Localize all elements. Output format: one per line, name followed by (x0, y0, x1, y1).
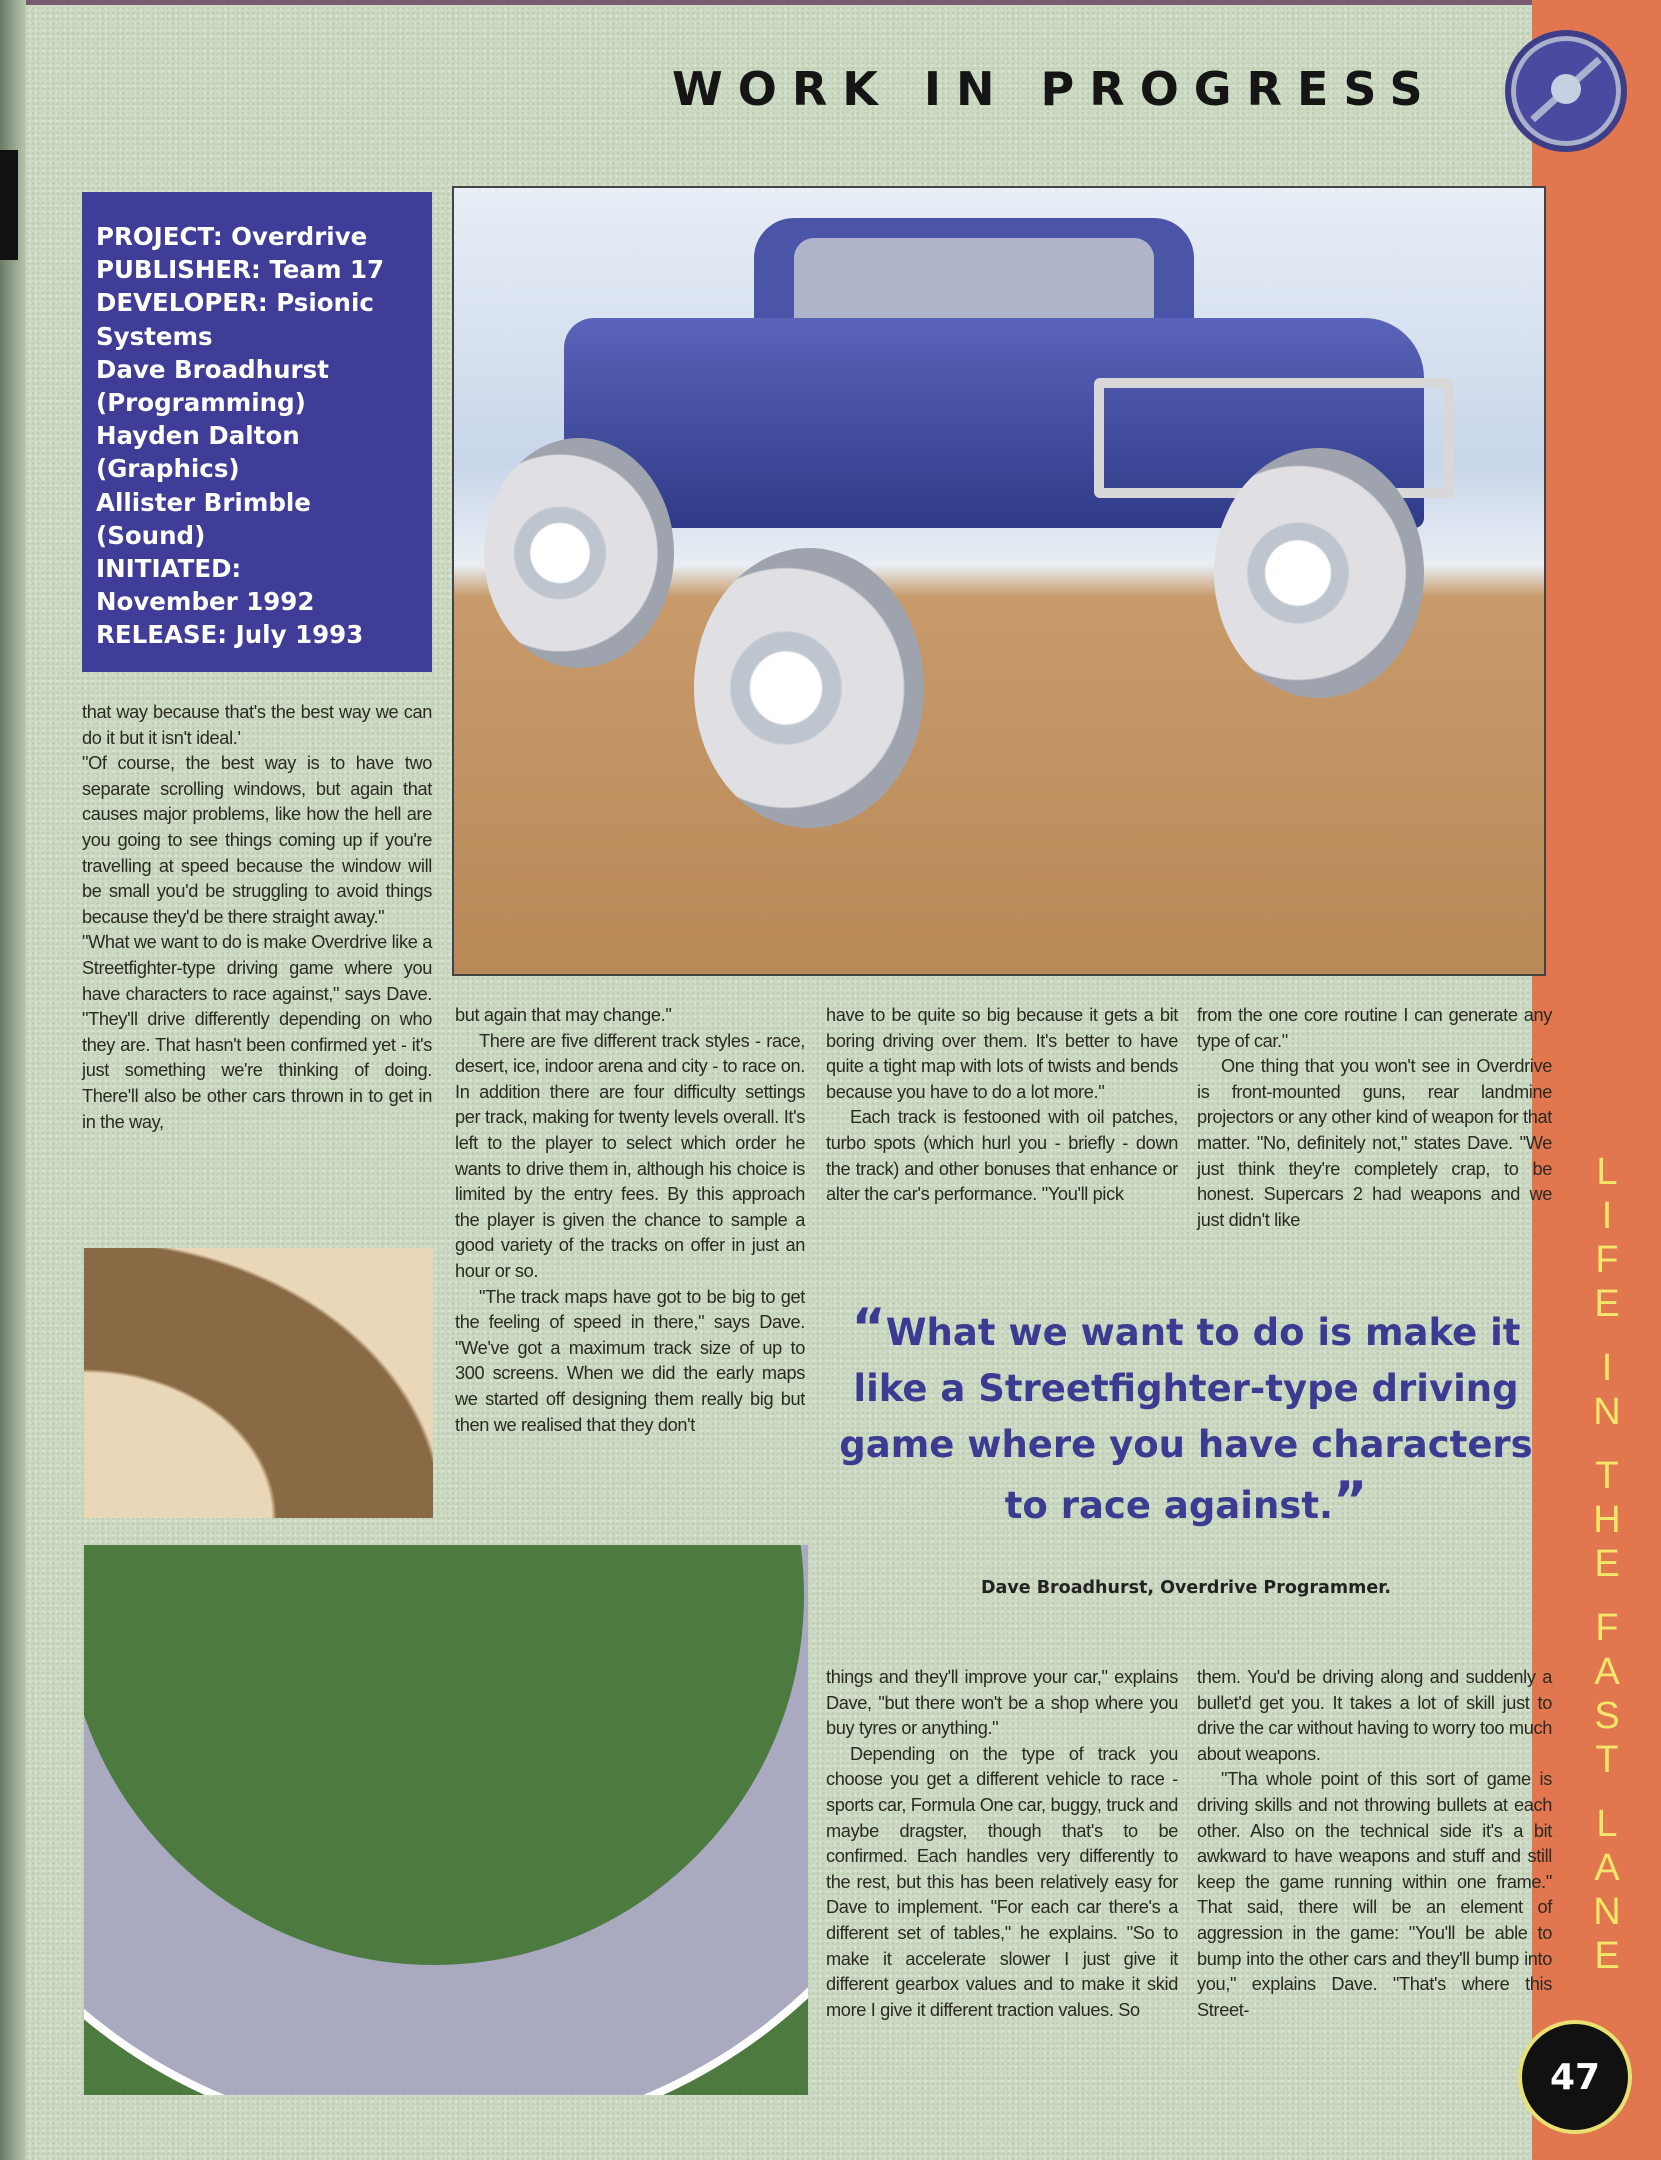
page-number: 47 (1518, 2020, 1632, 2134)
paragraph: One thing that you won't see in Overdrive is front-mounted guns, rear landmine projectors or any other kind of weapon for that matter. "No, definitely not," states Dave. "We just think they're completely crap, to be honest. Supercars 2 had weapons and we just didn't like (1197, 1056, 1552, 1230)
body-column-3-top (826, 1003, 1178, 1208)
strip-letter: E (1594, 1935, 1620, 1977)
side-strip-title (1582, 1150, 1632, 1978)
section-header: WORK IN PROGRESS (672, 62, 1438, 116)
race-track-screenshot (84, 1545, 808, 2095)
project-info-box (82, 192, 432, 672)
close-quote-mark: ” (1333, 1471, 1368, 1531)
monster-truck-image (452, 186, 1546, 976)
paragraph: "The track maps have got to be big to get the feeling of speed in there," says Dave. "We've got a maximum track size of up to 300 screens. When we did the early maps we started off designing them really big but then we realised that they don't (455, 1286, 805, 1435)
strip-letter: I (1601, 1347, 1613, 1389)
open-quote-mark: “ (851, 1298, 886, 1358)
body-column-4-bottom (1197, 1665, 1552, 2023)
info-line: November 1992 (96, 587, 315, 617)
info-line: Hayden Dalton (Graphics) (96, 421, 300, 484)
paragraph: "What we want to do is make Overdrive like a Streetfighter-type driving game where you have characters to race against," says Dave. "They'll drive differently depending on who they are. That hasn't been confirmed yet - it's just something we're thinking of doing. There'll also be other cars thrown in to get in in the way, (82, 932, 432, 1132)
paragraph: "Tha whole point of this sort of game is driving skills and not throwing bullets at each other. Also on the technical side it's a bit awkward to have weapons and stuff and still keep the game running within one frame." That said, there will be an element of aggression in the game: "You'll be able to bump into the other cars and they'll bump into you," explains Dave. "That's where this Street- (1197, 1769, 1552, 2020)
pull-quote-attribution: Dave Broadhurst, Overdrive Programmer. (981, 1578, 1391, 1598)
strip-letter: E (1594, 1543, 1620, 1585)
body-column-2 (455, 1003, 805, 1438)
strip-letter: E (1594, 1283, 1620, 1325)
strip-letter: N (1593, 1891, 1621, 1933)
strip-letter: L (1596, 1803, 1618, 1845)
pull-quote-text: What we want to do is make it like a Streetfighter-type driving game where you have characters to race against. (839, 1311, 1533, 1527)
info-line: DEVELOPER: Psionic Systems (96, 288, 374, 351)
desert-track-screenshot (84, 1248, 433, 1518)
info-line: INITIATED: (96, 554, 242, 584)
strip-letter: I (1601, 1195, 1613, 1237)
top-rule (0, 0, 1661, 5)
paragraph: Each track is festooned with oil patches, turbo spots (which hurl you - briefly - down the track) and other bonuses that enhance or alter the car's performance. "You'll pick (826, 1107, 1178, 1205)
strip-letter: H (1593, 1499, 1621, 1541)
info-line: RELEASE: July 1993 (96, 620, 364, 650)
strip-letter: A (1594, 1651, 1620, 1693)
strip-letter: T (1595, 1455, 1619, 1497)
strip-letter: S (1594, 1695, 1620, 1737)
strip-letter: F (1595, 1607, 1619, 1649)
strip-letter: L (1596, 1151, 1618, 1193)
body-column-1 (82, 700, 432, 1135)
info-line: PROJECT: Overdrive (96, 222, 368, 251)
paragraph: them. You'd be driving along and suddenly a bullet'd get you. It takes a lot of skill just to drive the car without having to worry too much about weapons. (1197, 1667, 1552, 1764)
facing-page-edge (0, 0, 26, 2160)
info-line: Dave Broadhurst (Programming) (96, 354, 329, 418)
paragraph: "Of course, the best way is to have two separate scrolling windows, but again that causes major problems, like how the hell are you going to see things coming up if you're travelling at speed because the window will be small you'd be struggling to avoid things because they'd be there straight away." (82, 753, 432, 927)
info-line: PUBLISHER: Team 17 (96, 255, 385, 285)
info-line: Allister Brimble (Sound) (96, 487, 311, 550)
strip-letter: N (1593, 1391, 1621, 1433)
paragraph: There are five different track styles - race, desert, ice, indoor arena and city - to race on. In addition there are four difficulty settings per track, making for twenty levels overall. It's left to the player to select which order he wants to drive them in, although his choice is limited by the entry fees. By this approach the player is given the chance to sample a good variety of the tracks on offer in just an hour or so. (455, 1030, 805, 1281)
body-column-3-bottom (826, 1665, 1178, 2023)
body-column-4-top (1197, 1003, 1552, 1233)
paragraph: from the one core routine I can generate any type of car." (1197, 1005, 1552, 1051)
pull-quote (826, 1300, 1546, 1534)
strip-letter: T (1595, 1739, 1619, 1781)
disc-logo-icon (1505, 30, 1627, 152)
strip-letter: A (1594, 1847, 1620, 1889)
paragraph: that way because that's the best way we can do it but it isn't ideal.' (82, 702, 432, 748)
paragraph: Depending on the type of track you choose you get a different vehicle to race - sports car, Formula One car, buggy, truck and maybe dragster, though that's to be confirmed. Each handles very differently to the rest, but this has been relatively easy for Dave to implement. "For each car there's a different set of tables," he explains. "So to make it accelerate slower I just give it different gearbox values and to make it skid more I give it different traction values. So (826, 1743, 1178, 2020)
paragraph: but again that may change." (455, 1005, 672, 1025)
paragraph: things and they'll improve your car," explains Dave, "but there won't be a shop where you buy tyres or anything." (826, 1667, 1178, 1739)
paragraph: have to be quite so big because it gets a bit boring driving over them. It's better to have quite a tight map with lots of twists and bends because you have to do a lot more." (826, 1005, 1178, 1102)
strip-letter: F (1595, 1239, 1619, 1281)
